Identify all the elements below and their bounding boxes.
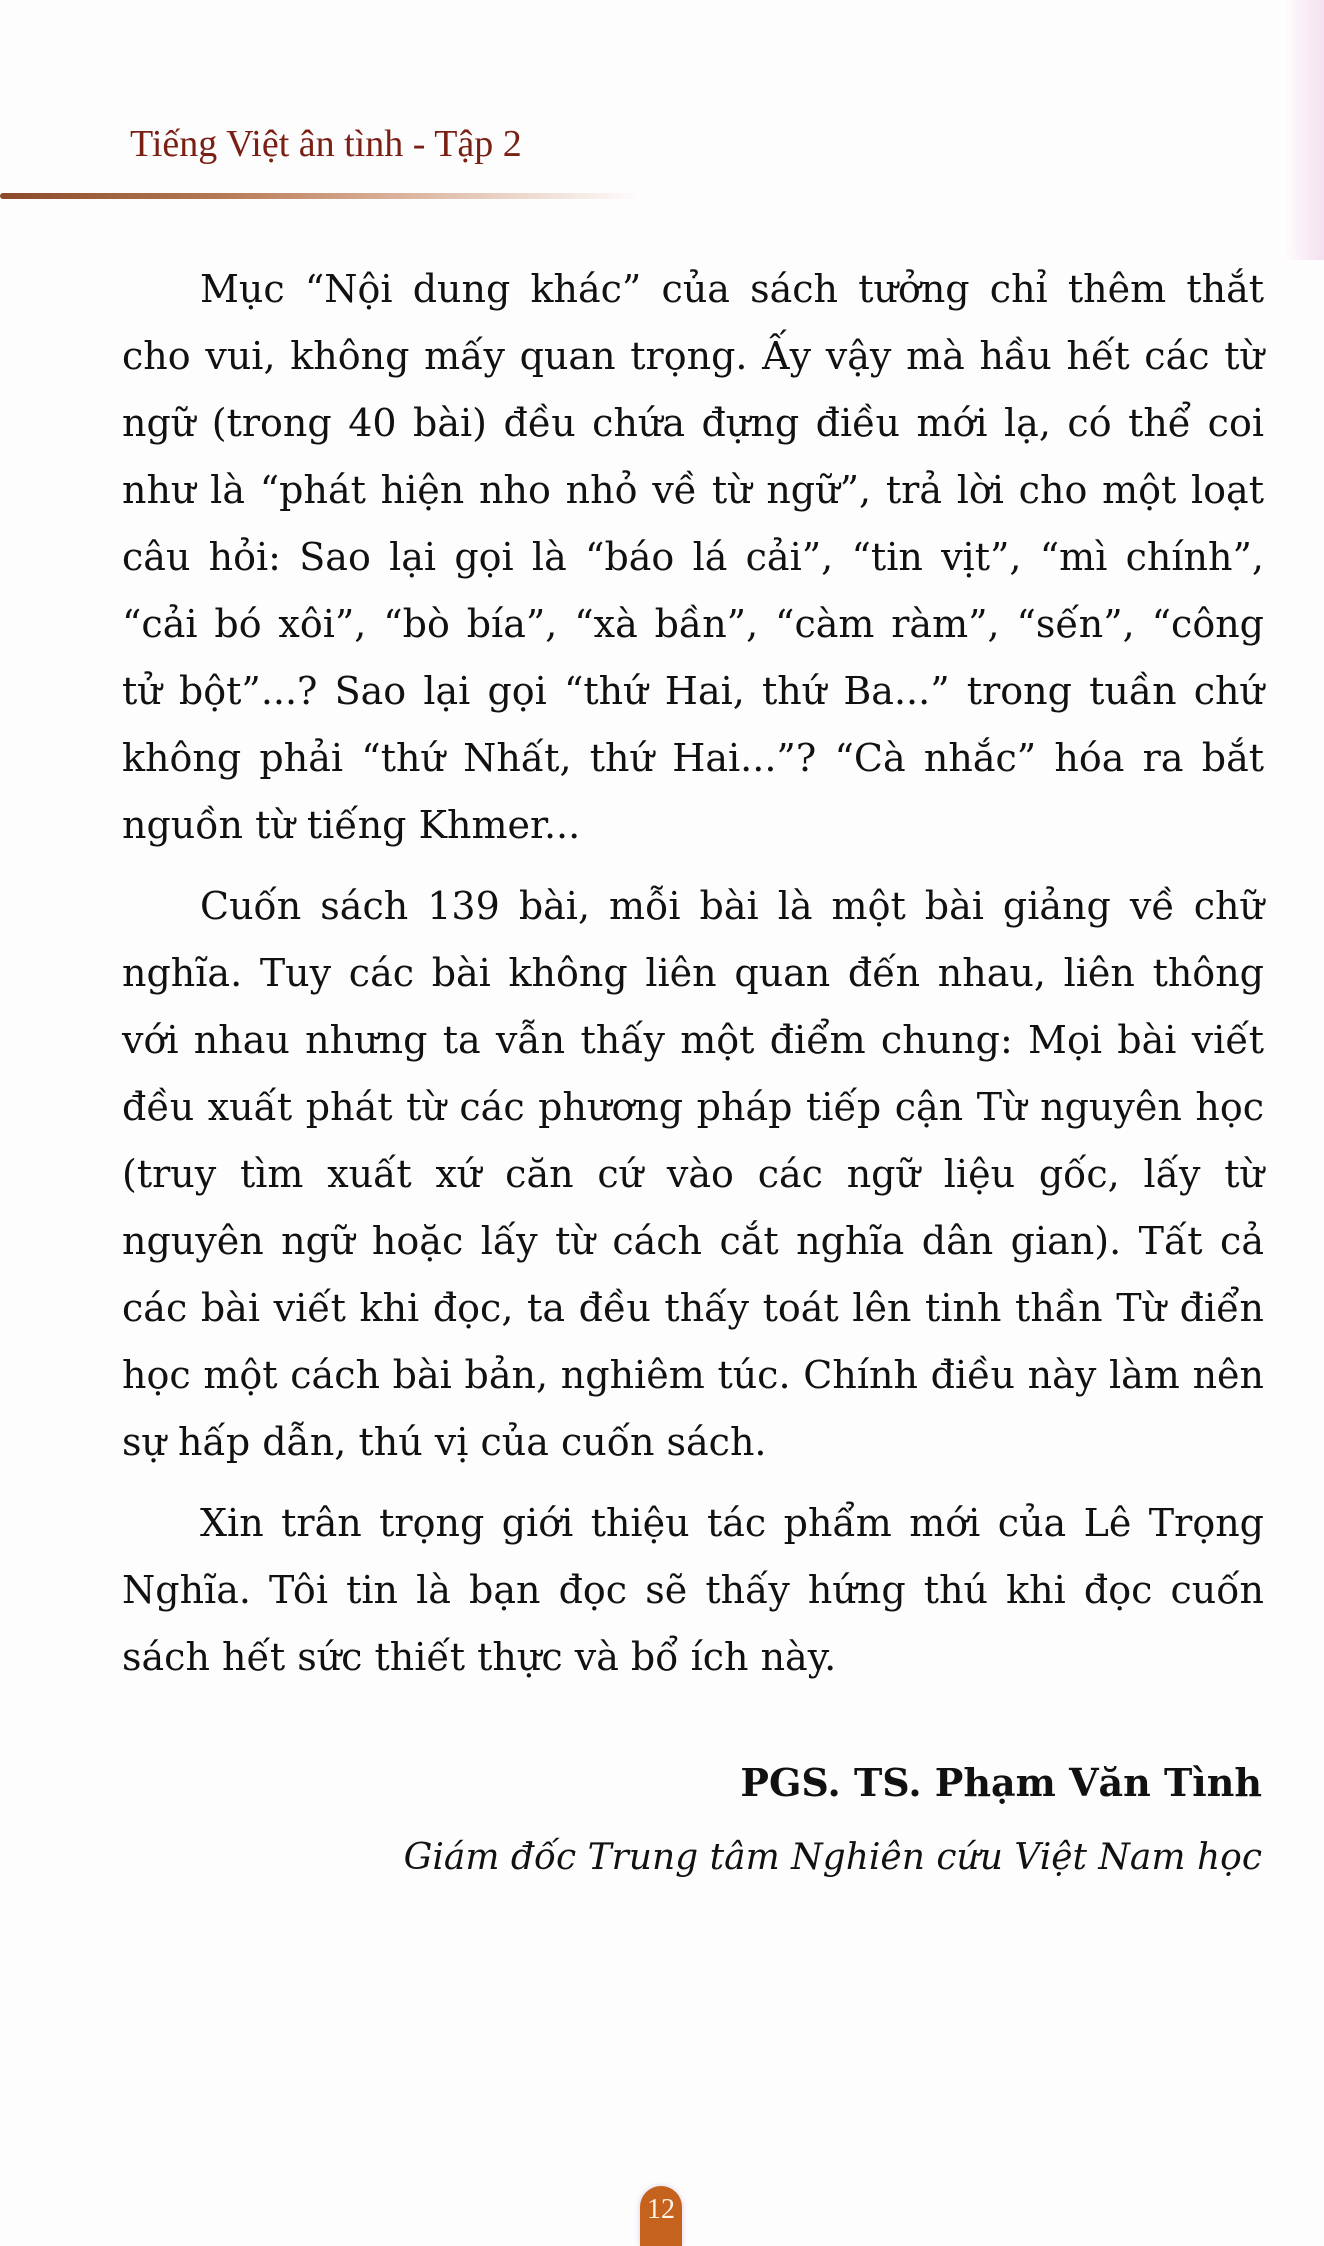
running-header-title: Tiếng Việt ân tình - Tập 2 — [130, 123, 522, 165]
author-role: Giám đốc Trung tâm Nghiên cứu Việt Nam học — [403, 1837, 1262, 1878]
signature-block — [404, 1748, 1262, 1898]
paragraph-3: Xin trân trọng giới thiệu tác phẩm mới của Lê Trọng Nghĩa. Tôi tin là bạn đọc sẽ thấy hứng thú khi đọc cuốn sách hết sức thiết thực và bổ ích này. — [122, 1501, 1264, 1679]
paragraph-1: Mục “Nội dung khác” của sách tưởng chỉ thêm thắt cho vui, không mấy quan trọng. Ấy vậy mà hầu hết các từ ngữ (trong 40 bài) đều chứa đựng điều mới lạ, có thể coi như là “phát hiện nho nhỏ về từ ngữ”, trả lời cho một loạt câu hỏi: Sao lại gọi là “báo lá cải”, “tin vịt”, “mì chính”, “cải bó xôi”, “bò bía”, “xà bần”, “càm ràm”, “sến”, “công tử bột”...? Sao lại gọi “thứ Hai, thứ Ba...” trong tuần chứ không phải “thứ Nhất, thứ Hai...”? “Cà nhắc” hóa ra bắt nguồn từ tiếng Khmer... — [122, 267, 1264, 847]
header-divider — [0, 193, 640, 199]
body-text — [122, 256, 1264, 1705]
paragraph-2: Cuốn sách 139 bài, mỗi bài là một bài giảng về chữ nghĩa. Tuy các bài không liên quan đến nhau, liên thông với nhau nhưng ta vẫn thấy một điểm chung: Mọi bài viết đều xuất phát từ các phương pháp tiếp cận Từ nguyên học (truy tìm xuất xứ căn cứ vào các ngữ liệu gốc, lấy từ nguyên ngữ hoặc lấy từ cách cắt nghĩa dân gian). Tất cả các bài viết khi đọc, ta đều thấy toát lên tinh thần Từ điển học một cách bài bản, nghiêm túc. Chính điều này làm nên sự hấp dẫn, thú vị của cuốn sách. — [122, 884, 1264, 1464]
page-edge-tint — [1284, 0, 1324, 260]
author-name: PGS. TS. Phạm Văn Tình — [740, 1760, 1262, 1805]
page-number-badge: 12 — [640, 2186, 682, 2246]
